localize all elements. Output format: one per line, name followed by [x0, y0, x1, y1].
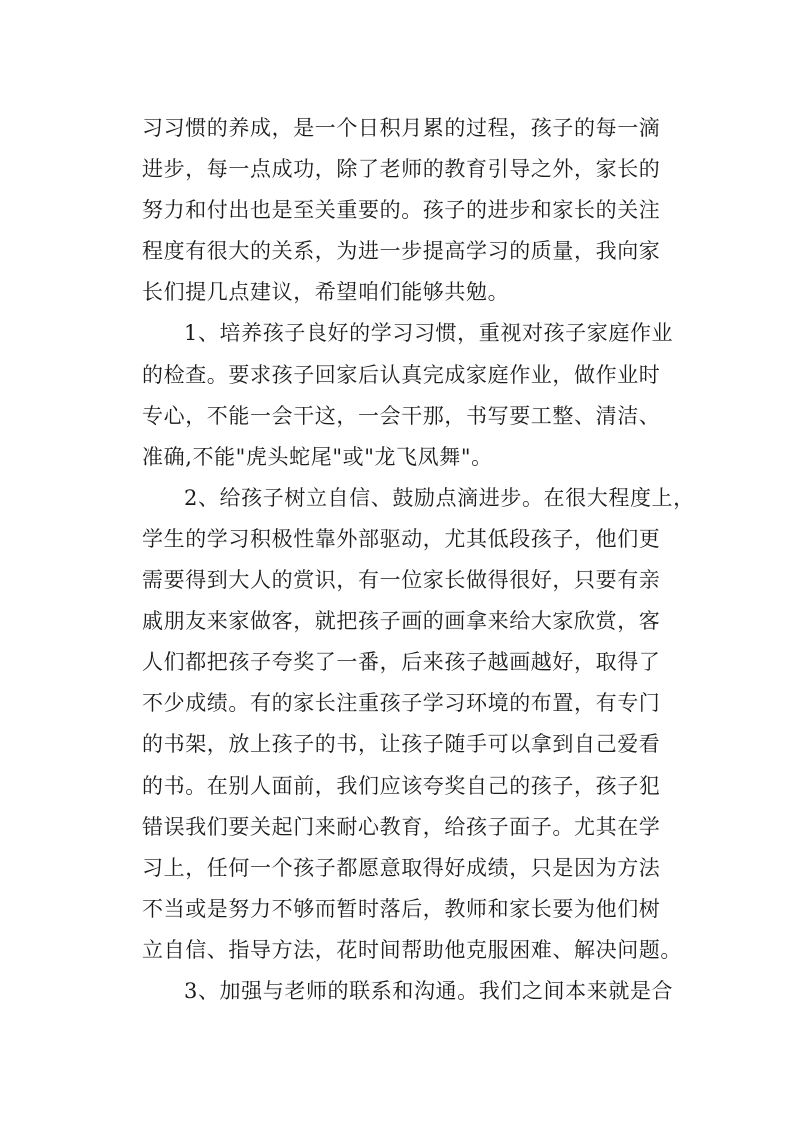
paragraph-2-first-line: 2、给孩子树立自信、鼓励点滴进步。在很大程度上，: [184, 485, 695, 510]
text-line: 的检查。要求孩子回家后认真完成家庭作业，做作业时: [142, 362, 661, 387]
text-line: 程度有很大的关系，为进一步提高学习的质量，我向家: [142, 239, 661, 264]
text-line: 的书。在别人面前，我们应该夸奖自己的孩子，孩子犯: [142, 773, 661, 798]
text-line: 准确,不能"虎头蛇尾"或"龙飞凤舞"。: [142, 444, 493, 469]
text-line: 习上，任何一个孩子都愿意取得好成绩，只是因为方法: [142, 855, 661, 880]
text-line: 专心，不能一会干这，一会干那，书写要工整、清洁、: [142, 403, 661, 428]
text-line: 人们都把孩子夸奖了一番，后来孩子越画越好，取得了: [142, 650, 661, 675]
text-line: 进步，每一点成功，除了老师的教育引导之外，家长的: [142, 157, 661, 182]
text-line: 需要得到大人的赏识，有一位家长做得很好，只要有亲: [142, 568, 661, 593]
text-line: 不少成绩。有的家长注重孩子学习环境的布置，有专门: [142, 691, 661, 716]
paragraph-1-first-line: 1、培养孩子良好的学习习惯，重视对孩子家庭作业: [184, 321, 674, 346]
text-line: 长们提几点建议，希望咱们能够共勉。: [142, 280, 510, 305]
text-line: 不当或是努力不够而暂时落后，教师和家长要为他们树: [142, 896, 661, 921]
text-line: 努力和付出也是至关重要的。孩子的进步和家长的关注: [142, 198, 661, 223]
text-line: 立自信、指导方法，花时间帮助他克服困难、解决问题。: [142, 937, 682, 962]
document-body: [142, 108, 695, 1012]
text-line: 习习惯的养成，是一个日积月累的过程，孩子的每一滴: [142, 116, 661, 140]
text-line: 戚朋友来家做客，就把孩子画的画拿来给大家欣赏，客: [142, 609, 661, 634]
paragraph-3-first-line: 3、加强与老师的联系和沟通。我们之间本来就是合: [184, 978, 674, 1003]
text-line: 学生的学习积极性靠外部驱动，尤其低段孩子，他们更: [142, 526, 661, 551]
text-line: 的书架，放上孩子的书，让孩子随手可以拿到自己爱看: [142, 732, 661, 757]
text-line: 错误我们要关起门来耐心教育，给孩子面子。尤其在学: [142, 814, 661, 839]
